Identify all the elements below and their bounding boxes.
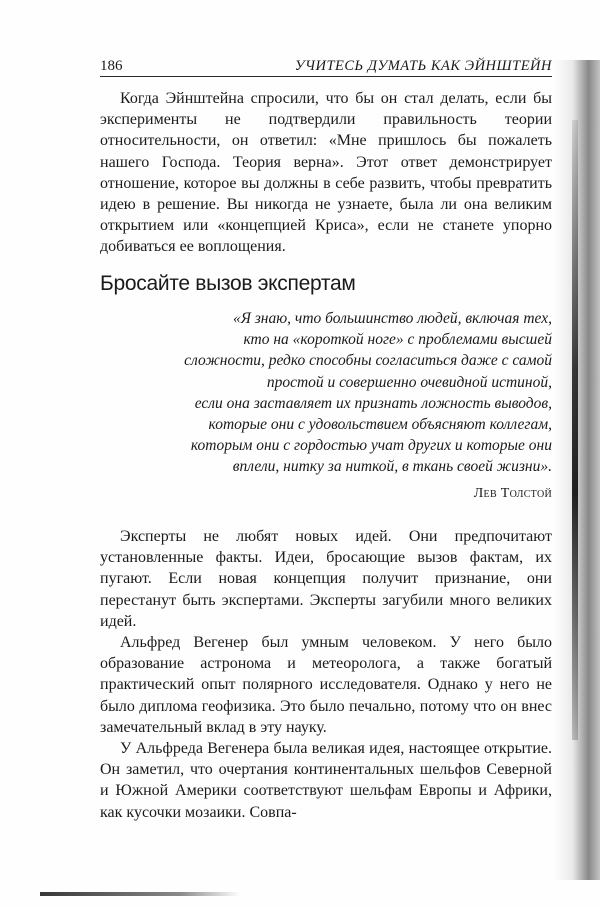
running-title: УЧИТЕСЬ ДУМАТЬ КАК ЭЙНШТЕЙН (294, 58, 552, 74)
epigraph-line: сложности, редко способны согласиться даже с самой (184, 352, 552, 370)
epigraph-line: кто на «короткой ноге» с проблемами высшей (243, 331, 552, 349)
epigraph-line: вплели, нитку за ниткой, в ткань своей жизни». (232, 458, 552, 476)
paragraph: Когда Эйнштейна спросили, что бы он стал делать, если бы эксперименты не подтвердили правильность теории относительности, он ответил: «Мне пришлось бы пожалеть нашего Господа. Теория верна». Этот ответ демонстрирует отношение, которое вы должны в себе развить, чтобы превратить идею в решение. Вы никогда не узнаете, была ли она великим открытием или «концепцией Криса», если не станете упорно добиваться ее воплощения. (100, 90, 552, 256)
epigraph (140, 308, 552, 478)
page-header (100, 56, 552, 77)
epigraph-line: «Я знаю, что большинство людей, включая тех, (232, 310, 552, 327)
epigraph-line: если она заставляет их признать ложность выводов, (194, 394, 552, 412)
section-heading: Бросайте вызов экспертам (100, 272, 356, 295)
paragraph: Альфред Вегенер был умным человеком. У него было образование астронома и метеоролога, а также богатый практический опыт полярного исследователя. Однако у него не было диплома геофизика. Это было печально, потому что он внес замечательный вклад в эту науку. (100, 634, 552, 736)
body-text-top (100, 88, 552, 258)
page-number: 186 (100, 58, 123, 74)
body-text-bottom (100, 526, 552, 823)
epigraph-line: которые они с удовольствием объясняют коллегам, (208, 416, 552, 434)
epigraph-author: Лев Толстой (473, 486, 552, 501)
scan-bottom-streak (40, 892, 240, 896)
epigraph-line: которым они с гордостью учат других и которые они (190, 437, 552, 455)
scan-edge-streak (572, 120, 578, 740)
paragraph: Эксперты не любят новых идей. Они предпочитают установленные факты. Идеи, бросающие вызов фактам, их пугают. Если новая концепция получит признание, они перестанут быть экспертами. Эксперты загубили много великих идей. (100, 528, 552, 630)
epigraph-line: простой и совершенно очевидной истиной, (266, 373, 552, 391)
paragraph: У Альфреда Вегенера была великая идея, настоящее открытие. Он заметил, что очертания континентальных шельфов Северной и Южной Америки соответствуют шельфам Европы и Африки, как кусочки мозаики. Совпа- (100, 740, 552, 821)
